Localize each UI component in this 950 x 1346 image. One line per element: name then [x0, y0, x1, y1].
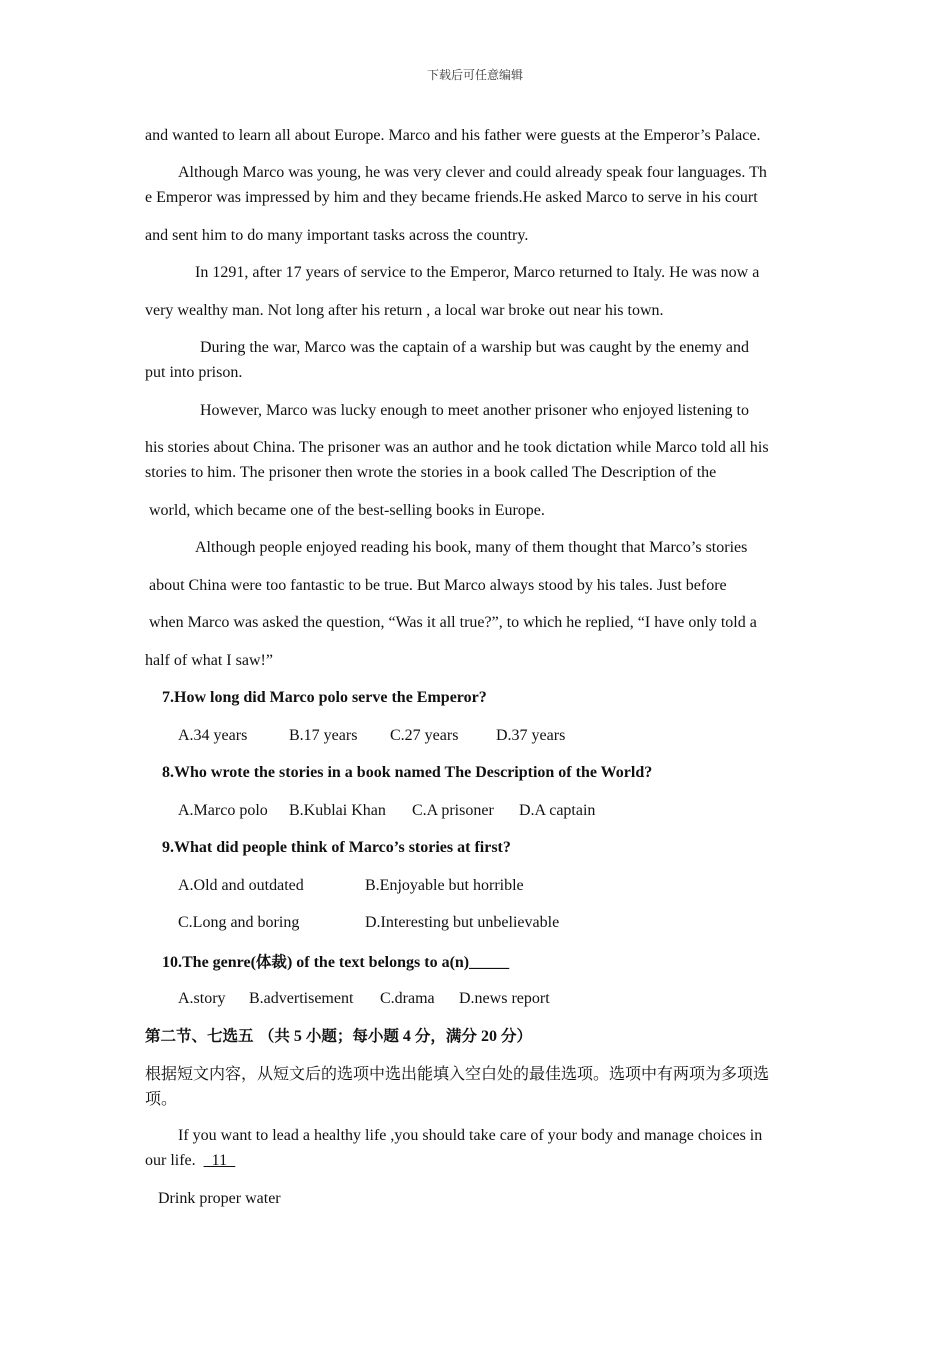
option-8a: A.Marco polo [178, 802, 268, 819]
question-10-post: ) of the text belongs to a(n)_____ [286, 954, 510, 971]
question-8: 8.Who wrote the stories in a book named The Description of the World? [162, 764, 653, 781]
passage-line: about China were too fantastic to be true. But Marco always stood by his tales. Just before [149, 577, 727, 594]
passage2-line: If you want to lead a healthy life ,you should take care of your body and manage choices in [178, 1127, 763, 1144]
passage-line: his stories about China. The prisoner was an author and he took dictation while Marco told all his [145, 439, 769, 456]
option-7d: D.37 years [496, 727, 566, 744]
question-7: 7.How long did Marco polo serve the Emperor? [162, 689, 487, 706]
section-instructions: 根据短文内容，从短文后的选项中选出能填入空白处的最佳选项。选项中有两项为多项选 [145, 1064, 770, 1083]
question-9: 9.What did people think of Marco’s stories at first? [162, 839, 511, 856]
passage-line: During the war, Marco was the captain of a warship but was caught by the enemy and [200, 339, 749, 356]
question-10 [162, 952, 509, 973]
option-7c: C.27 years [390, 727, 459, 744]
passage2-line: our life. _11_ [145, 1152, 236, 1169]
option-10d: D.news report [459, 990, 550, 1007]
option-7a: A.34 years [178, 727, 248, 744]
passage-line: In 1291, after 17 years of service to the Emperor, Marco returned to Italy. He was now a [195, 264, 760, 281]
passage-line: However, Marco was lucky enough to meet another prisoner who enjoyed listening to [200, 402, 749, 419]
option-10c: C.drama [380, 990, 435, 1007]
question-10-pre: 10.The genre( [162, 954, 256, 971]
option-8b: B.Kublai Khan [289, 802, 386, 819]
blank-11: _11_ [203, 1152, 236, 1169]
option-7b: B.17 years [289, 727, 358, 744]
option-9d: D.Interesting but unbelievable [365, 914, 560, 931]
section-title: 第二节、七选五 （共 5 小题；每小题 4 分，满分 20 分） [145, 1027, 532, 1045]
passage-line: Although Marco was young, he was very clever and could already speak four languages. Th [178, 164, 767, 181]
option-8c: C.A prisoner [412, 802, 494, 819]
option-8d: D.A captain [519, 802, 596, 819]
passage-line: when Marco was asked the question, “Was it all true?”, to which he replied, “I have only told a [149, 614, 757, 631]
passage-line: e Emperor was impressed by him and they became friends.He asked Marco to serve in his court [145, 189, 758, 206]
page-header: 下载后可任意编辑 [426, 68, 523, 82]
section-instructions-cont: 项。 [145, 1089, 178, 1108]
question-10-cn: 体裁 [255, 953, 287, 971]
passage-line: half of what I saw!” [145, 652, 273, 669]
passage-line: put into prison. [145, 364, 243, 381]
passage-line: very wealthy man. Not long after his return , a local war broke out near his town. [145, 302, 664, 319]
passage2-line: Drink proper water [158, 1190, 281, 1207]
option-10b: B.advertisement [249, 990, 354, 1007]
passage-line: and wanted to learn all about Europe. Marco and his father were guests at the Emperor’s Palace. [145, 127, 761, 144]
passage-line: world, which became one of the best-selling books in Europe. [149, 502, 545, 519]
option-10a: A.story [178, 990, 226, 1007]
passage-line: stories to him. The prisoner then wrote the stories in a book called The Description of the [145, 464, 717, 481]
option-9c: C.Long and boring [178, 914, 300, 931]
passage-line: and sent him to do many important tasks across the country. [145, 227, 529, 244]
passage-line: Although people enjoyed reading his book, many of them thought that Marco’s stories [195, 539, 748, 556]
option-9a: A.Old and outdated [178, 877, 304, 894]
option-9b: B.Enjoyable but horrible [365, 877, 524, 894]
